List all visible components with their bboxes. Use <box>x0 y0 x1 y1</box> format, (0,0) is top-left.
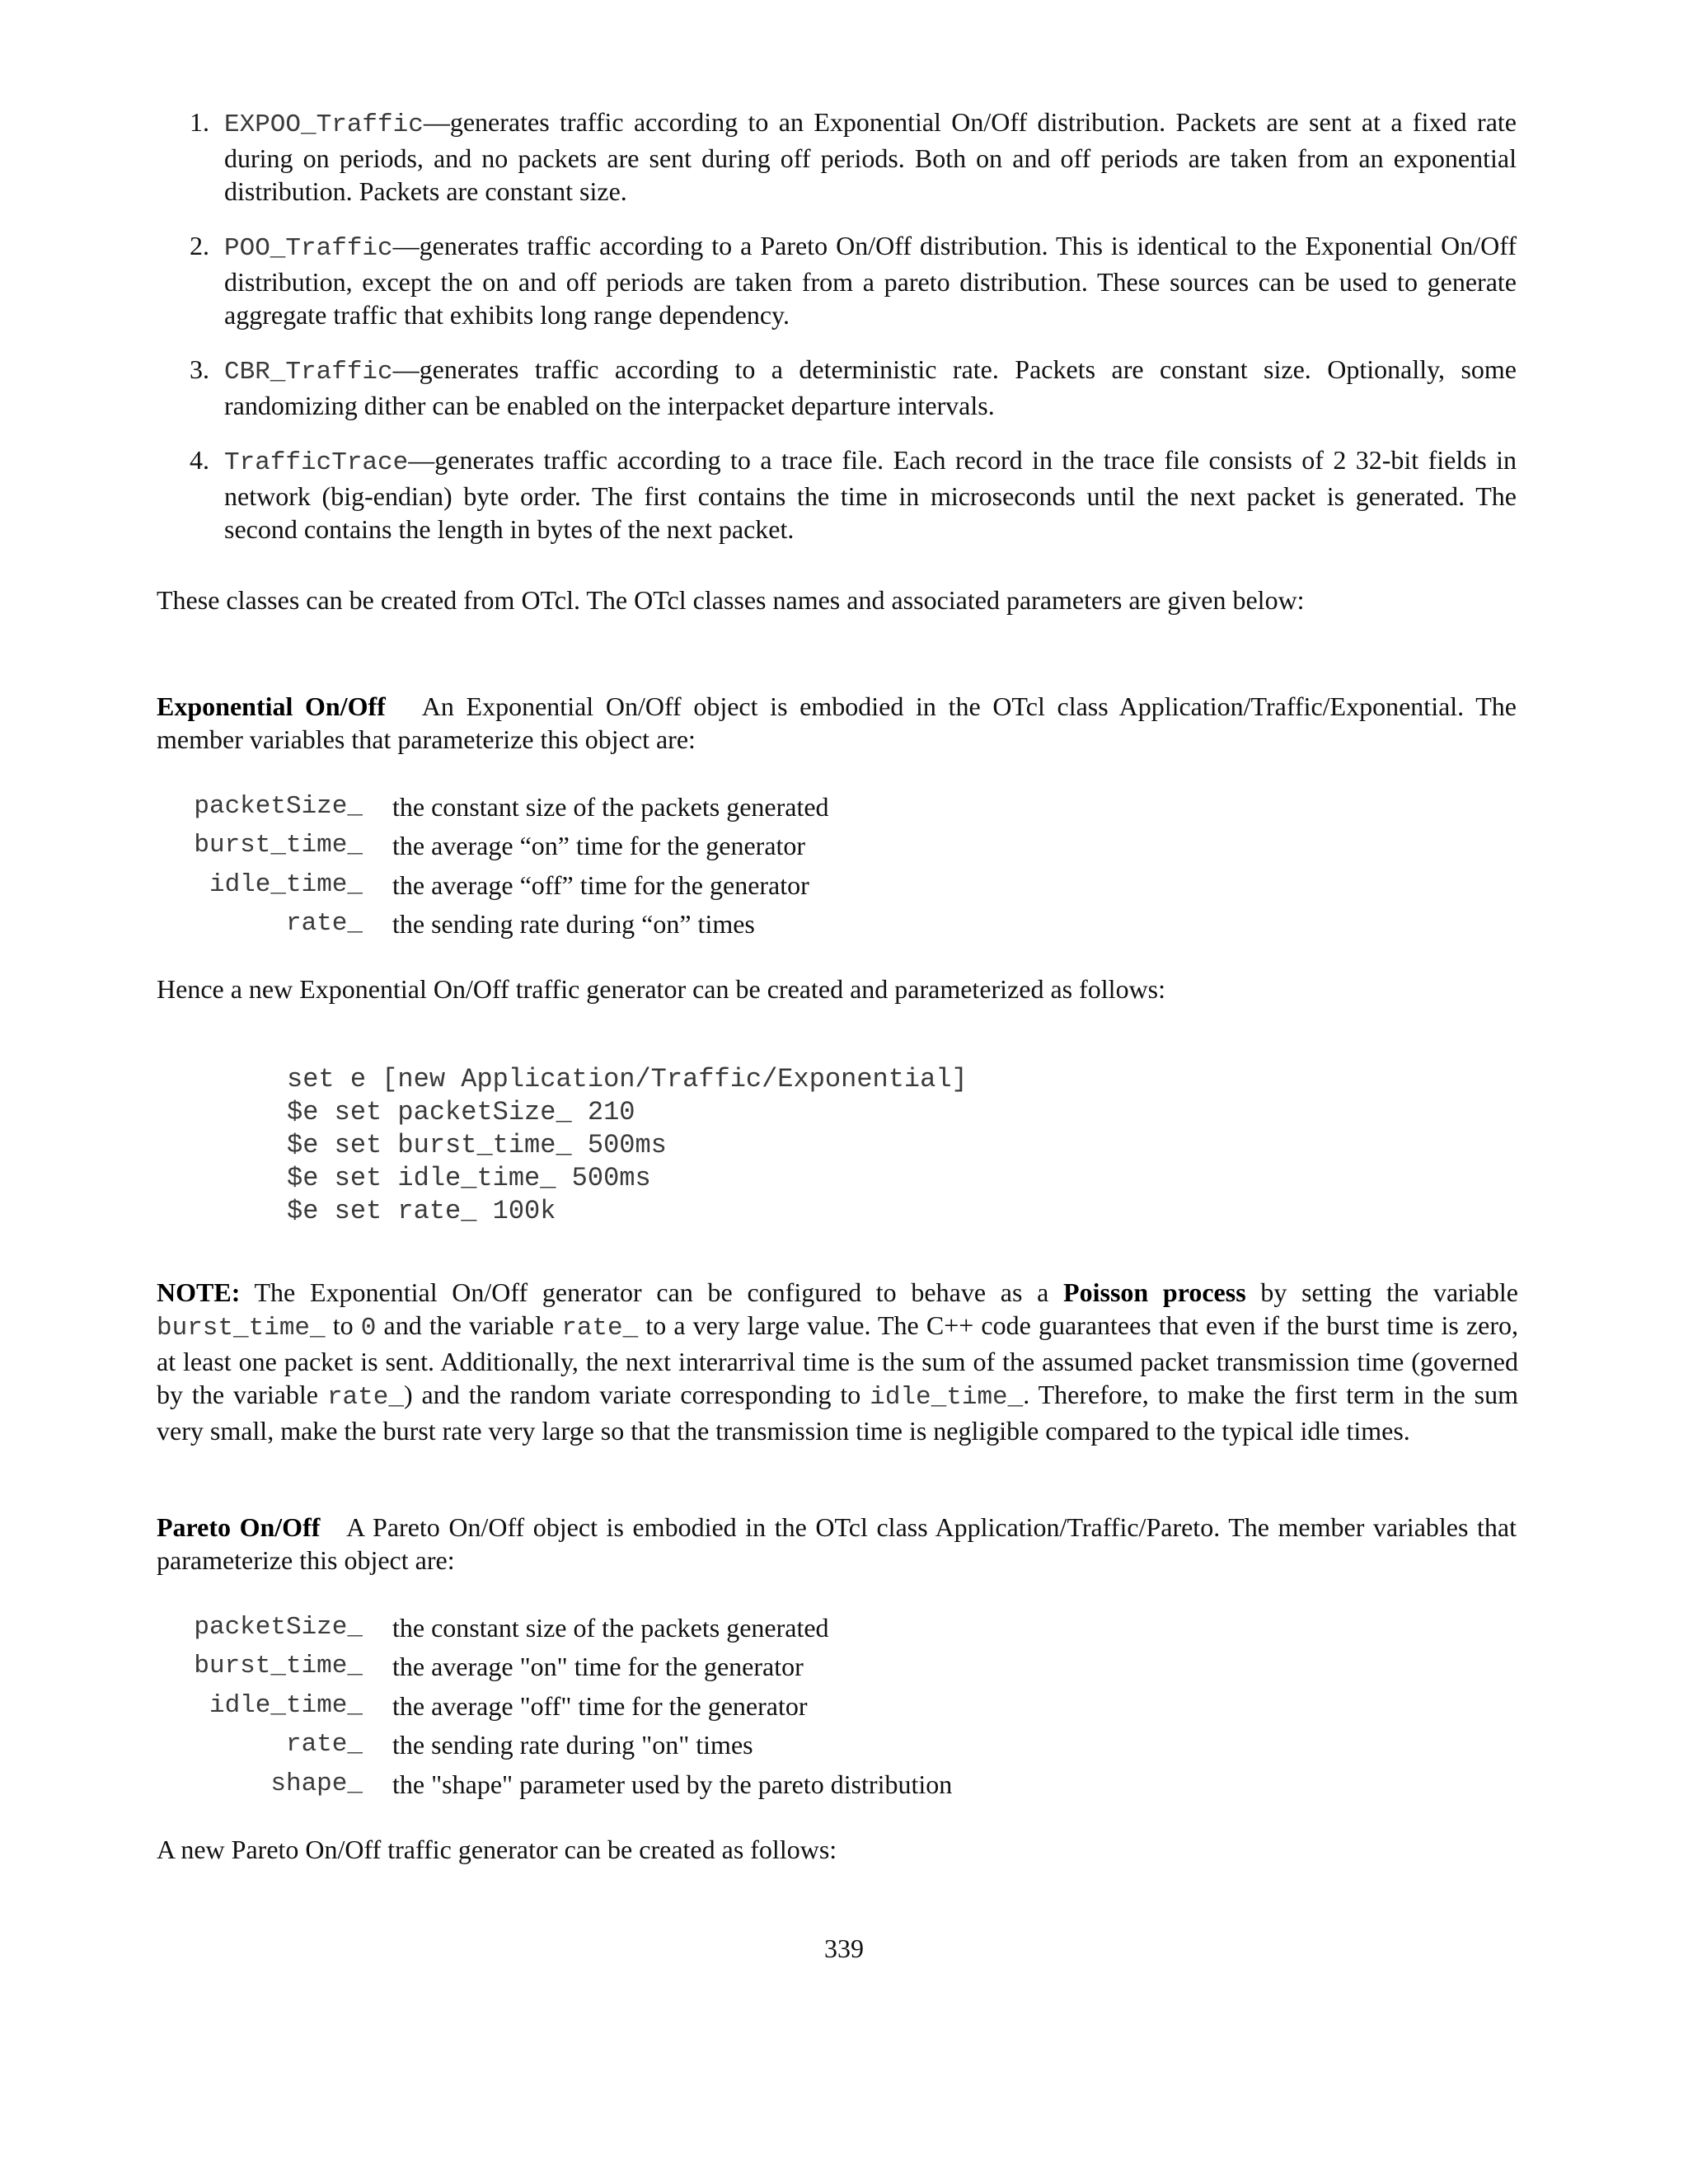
table-row <box>157 1608 952 1647</box>
class-name: POO_Traffic <box>224 234 393 263</box>
intro-paragraph: These classes can be created from OTcl. The OTcl classes names and associated parameters are given below: <box>157 585 1305 615</box>
class-name: CBR_Traffic <box>224 358 393 387</box>
code-line: $e set burst_time_ 500ms <box>287 1130 667 1160</box>
table-row <box>157 1686 952 1726</box>
param-desc: the average "on" time for the generator <box>392 1652 804 1682</box>
class-name: EXPOO_Traffic <box>224 110 424 139</box>
table-row <box>157 865 829 905</box>
param-name: idle_time_ <box>209 1690 363 1720</box>
table-row <box>157 827 829 866</box>
param-desc: the "shape" parameter used by the pareto distribution <box>392 1769 953 1799</box>
param-name: rate_ <box>285 1730 363 1760</box>
code-line: $e set idle_time_ 500ms <box>287 1163 651 1193</box>
note-text: to a very large value. The C++ code guarantees that even if the burst time is zero, at least one packet is sent. Additionally, the next interarrival time is the sum of the assumed packet transmission time (governed by the variable <box>157 1310 1519 1409</box>
pareto-after-paragraph: A new Pareto On/Off traffic generator can be created as follows: <box>157 1835 837 1864</box>
param-desc: the average “on” time for the generator <box>392 831 806 861</box>
table-row <box>157 1765 952 1804</box>
table-row <box>157 1647 952 1687</box>
param-name: shape_ <box>270 1769 363 1798</box>
pareto-heading: Pareto On/Off <box>157 1512 321 1542</box>
code-line: $e set rate_ 100k <box>287 1196 556 1226</box>
note-paragraph <box>157 1276 1518 1447</box>
note-text: ) and the random variate corresponding to <box>403 1380 870 1409</box>
inline-code: rate_ <box>561 1314 639 1343</box>
table-row <box>157 1726 952 1765</box>
class-name: TrafficTrace <box>224 448 409 477</box>
table-row <box>157 787 829 827</box>
exponential-paragraph <box>157 690 1517 756</box>
table-row <box>157 905 829 944</box>
note-label: NOTE: <box>157 1277 241 1307</box>
param-desc: the average “off” time for the generator <box>392 869 809 900</box>
list-item-text: —generates traffic according to an Exponential On/Off distribution. Packets are sent at a fixed rate during on periods, and no packets are sent during off periods. Both on and off periods are taken from an exponential distribution. Packets are constant size. <box>224 107 1517 206</box>
param-desc: the sending rate during “on” times <box>392 909 755 940</box>
page-number: 339 <box>824 1933 864 1963</box>
list-item <box>157 105 1517 208</box>
note-text: to <box>325 1310 361 1340</box>
list-item <box>157 229 1517 331</box>
note-text: The Exponential On/Off generator can be configured to behave as a <box>240 1277 1064 1307</box>
note-text: by setting the variable <box>1245 1277 1519 1307</box>
note-text: . Therefore, to make the first term in the sum very small, make the burst rate very large so that the transmission time is negligible compared to the typical idle times. <box>157 1380 1519 1446</box>
param-name: packetSize_ <box>194 791 363 821</box>
exponential-params-table <box>157 787 829 944</box>
list-number: 2. <box>190 231 209 260</box>
param-name: packetSize_ <box>194 1612 363 1642</box>
pareto-paragraph <box>157 1511 1517 1577</box>
list-item <box>157 443 1517 546</box>
code-block <box>287 1063 968 1228</box>
code-line: set e [new Application/Traffic/Exponential] <box>287 1064 968 1094</box>
param-desc: the average "off" time for the generator <box>392 1690 808 1721</box>
inline-code: 0 <box>360 1314 377 1343</box>
list-number: 4. <box>190 445 209 475</box>
pareto-text: A Pareto On/Off object is embodied in the OTcl class Application/Traffic/Pareto. The member variables that parameterize this object are: <box>157 1512 1517 1575</box>
list-item-text: —generates traffic according to a trace file. Each record in the trace file consists of 2 32-bit fields in network (big-endian) byte order. The first contains the time in microseconds until the next packet is generated. The second contains the length in bytes of the next packet. <box>224 445 1517 544</box>
note-bold: Poisson process <box>1063 1277 1246 1307</box>
exponential-heading: Exponential On/Off <box>157 691 386 721</box>
inline-code: idle_time_ <box>870 1383 1024 1412</box>
param-desc: the sending rate during "on" times <box>392 1730 753 1760</box>
list-item <box>157 353 1517 422</box>
param-name: idle_time_ <box>209 869 363 899</box>
list-number: 1. <box>190 107 209 137</box>
exponential-after-paragraph: Hence a new Exponential On/Off traffic generator can be created and parameterized as follows: <box>157 974 1166 1004</box>
list-item-text: —generates traffic according to a deterministic rate. Packets are constant size. Optionally, some randomizing dither can be enabled on the interpacket departure intervals. <box>224 354 1517 420</box>
note-text: and the variable <box>376 1310 562 1340</box>
param-desc: the constant size of the packets generated <box>392 1612 829 1643</box>
code-line: $e set packetSize_ 210 <box>287 1097 635 1127</box>
param-name: burst_time_ <box>194 1652 363 1681</box>
exponential-text: An Exponential On/Off object is embodied in the OTcl class Application/Traffic/Exponential. The member variables that parameterize this object are: <box>157 691 1517 754</box>
inline-code: rate_ <box>326 1383 404 1412</box>
traffic-class-list <box>157 105 1517 567</box>
pareto-params-table <box>157 1608 952 1804</box>
list-item-text: —generates traffic according to a Pareto On/Off distribution. This is identical to the Exponential On/Off distribution, except the on and off periods are taken from a pareto distribution. These sources can be used to generate aggregate traffic that exhibits long range dependency. <box>224 231 1517 330</box>
param-name: rate_ <box>285 909 363 939</box>
list-number: 3. <box>190 354 209 384</box>
inline-code: burst_time_ <box>157 1314 326 1343</box>
param-name: burst_time_ <box>194 831 363 860</box>
param-desc: the constant size of the packets generated <box>392 791 829 822</box>
